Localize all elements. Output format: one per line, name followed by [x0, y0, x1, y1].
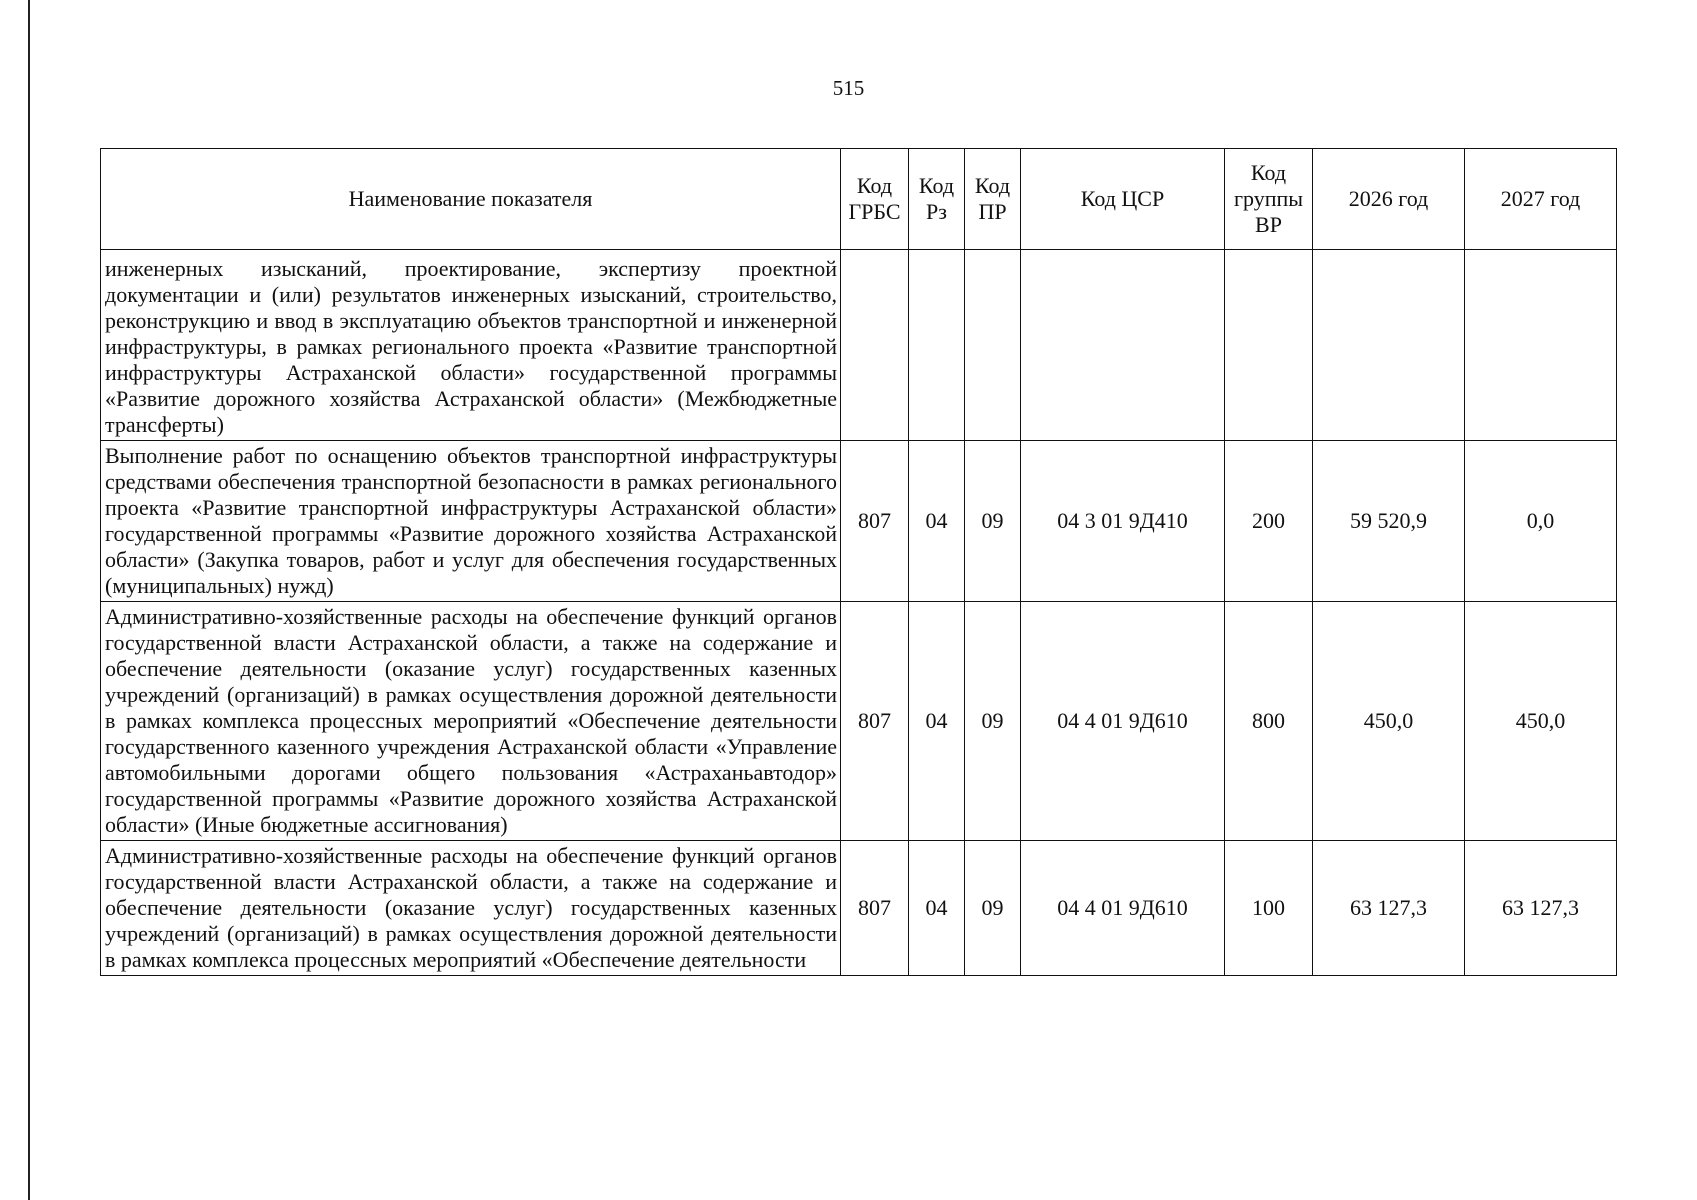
- row-vr: [1225, 250, 1313, 441]
- header-2026: 2026 год: [1313, 149, 1465, 250]
- row-csr: 04 4 01 9Д610: [1021, 841, 1225, 976]
- row-grbs: 807: [841, 602, 909, 841]
- table-row: [101, 441, 1617, 602]
- row-pr: 09: [965, 441, 1021, 602]
- row-pr: [965, 250, 1021, 441]
- row-grbs: 807: [841, 441, 909, 602]
- row-name: Административно-хозяйственные расходы на обеспечение функций органов государственной власти Астраханской области, а также на содержание и обеспечение деятельности (оказание услуг) государственных казенных учреждений (организаций) в рамках осуществления дорожной деятельности в рамках комплекса процессных мероприятий «Обеспечение деятельности: [101, 841, 841, 976]
- row-rz: 04: [909, 441, 965, 602]
- row-rz: 04: [909, 841, 965, 976]
- budget-table: [100, 148, 1617, 976]
- row-vr: 800: [1225, 602, 1313, 841]
- row-name: инженерных изысканий, проектирование, экспертизу проектной документации и (или) результатов инженерных изысканий, строительство, реконструкцию и ввод в эксплуатацию объектов транспортной и инженерной инфраструктуры, в рамках регионального проекта «Развитие транспортной инфраструктуры Астраханской области» государственной программы «Развитие дорожного хозяйства Астраханской области» (Межбюджетные трансферты): [101, 250, 841, 441]
- page-number: 515: [832, 76, 865, 100]
- row-vr: 200: [1225, 441, 1313, 602]
- budget-table-container: [100, 148, 1616, 976]
- row-vr: 100: [1225, 841, 1313, 976]
- row-2027: [1465, 250, 1617, 441]
- table-row: [101, 841, 1617, 976]
- row-csr: [1021, 250, 1225, 441]
- scan-edge-line: [28, 0, 30, 1200]
- row-name: Административно-хозяйственные расходы на обеспечение функций органов государственной власти Астраханской области, а также на содержание и обеспечение деятельности (оказание услуг) государственных казенных учреждений (организаций) в рамках осуществления дорожной деятельности в рамках комплекса процессных мероприятий «Обеспечение деятельности государственного казенного учреждения Астраханской области «Управление автомобильными дорогами общего пользования «Астраханьавтодор» государственной программы «Развитие дорожного хозяйства Астраханской области» (Иные бюджетные ассигнования): [101, 602, 841, 841]
- row-2027: 0,0: [1465, 441, 1617, 602]
- row-csr: 04 4 01 9Д610: [1021, 602, 1225, 841]
- row-grbs: 807: [841, 841, 909, 976]
- header-pr: Код ПР: [965, 149, 1021, 250]
- row-2026: 63 127,3: [1313, 841, 1465, 976]
- row-rz: 04: [909, 602, 965, 841]
- header-csr: Код ЦСР: [1021, 149, 1225, 250]
- row-grbs: [841, 250, 909, 441]
- row-rz: [909, 250, 965, 441]
- table-row: [101, 250, 1617, 441]
- header-name: Наименование показателя: [101, 149, 841, 250]
- row-2026: 450,0: [1313, 602, 1465, 841]
- row-2026: 59 520,9: [1313, 441, 1465, 602]
- header-rz: Код Рз: [909, 149, 965, 250]
- table-row: [101, 602, 1617, 841]
- row-pr: 09: [965, 841, 1021, 976]
- row-csr: 04 3 01 9Д410: [1021, 441, 1225, 602]
- header-vr: Код группы ВР: [1225, 149, 1313, 250]
- row-name: Выполнение работ по оснащению объектов транспортной инфраструктуры средствами обеспечения транспортной безопасности в рамках регионального проекта «Развитие транспортной инфраструктуры Астраханской области» государственной программы «Развитие дорожного хозяйства Астраханской области» (Закупка товаров, работ и услуг для обеспечения государственных (муниципальных) нужд): [101, 441, 841, 602]
- row-2026: [1313, 250, 1465, 441]
- header-grbs: Код ГРБС: [841, 149, 909, 250]
- row-2027: 63 127,3: [1465, 841, 1617, 976]
- header-2027: 2027 год: [1465, 149, 1617, 250]
- header-row: [101, 149, 1617, 250]
- row-pr: 09: [965, 602, 1021, 841]
- row-2027: 450,0: [1465, 602, 1617, 841]
